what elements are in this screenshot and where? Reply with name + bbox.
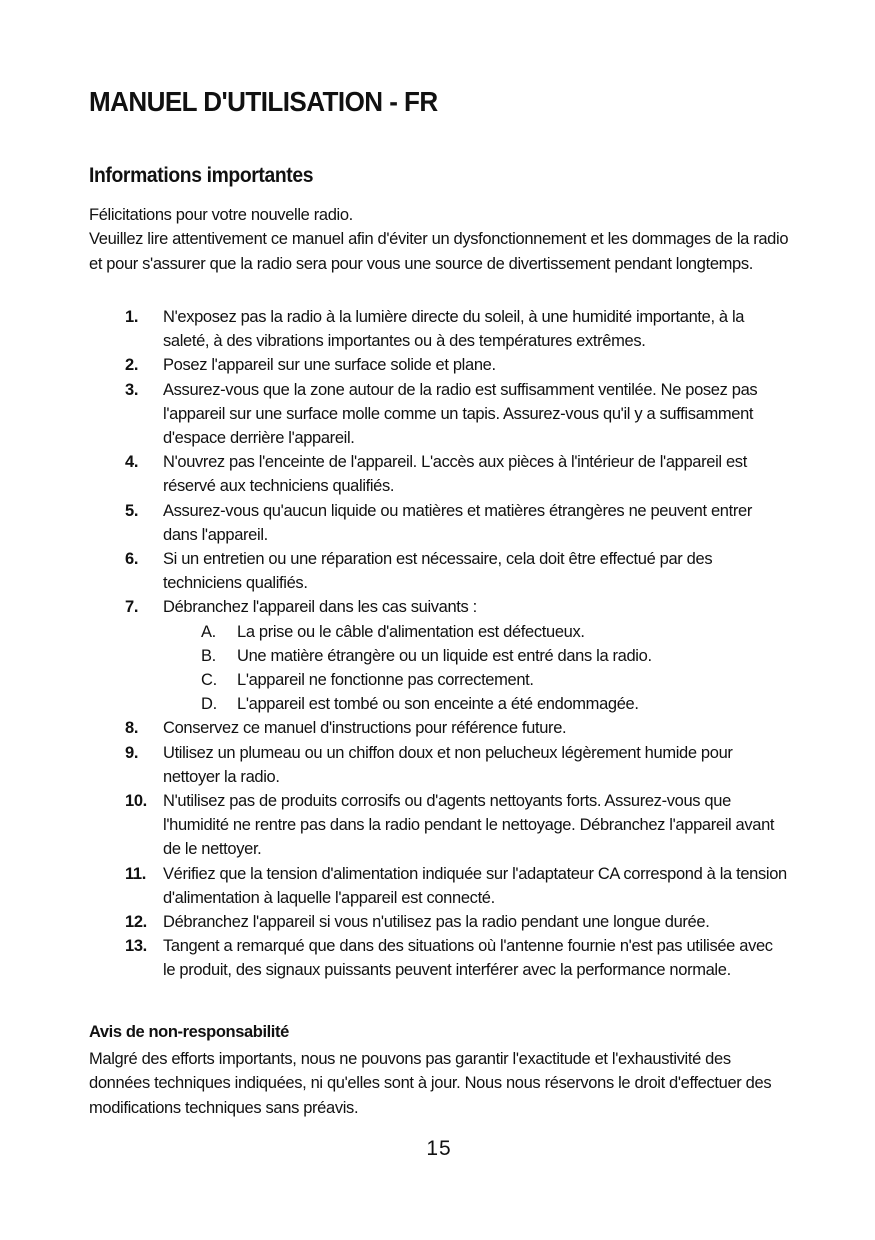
item-number: 11. bbox=[125, 864, 146, 883]
item-text: Posez l'appareil sur une surface solide et plane. bbox=[163, 356, 496, 375]
list-item bbox=[89, 741, 789, 789]
item-number: 13. bbox=[125, 937, 147, 956]
section-title: Informations importantes bbox=[89, 164, 314, 187]
list-item bbox=[89, 499, 789, 547]
list-item bbox=[89, 547, 789, 595]
item-number: 2. bbox=[125, 356, 139, 375]
sub-list-item bbox=[163, 620, 789, 644]
list-item bbox=[89, 595, 789, 716]
intro-line-2: Veuillez lire attentivement ce manuel afin d'éviter un dysfonctionnement et les dommages de la radio et pour s'assurer que la radio sera pour vous une source de divertissement pendant longtemps. bbox=[89, 230, 789, 273]
page-number: 15 bbox=[426, 1137, 452, 1160]
item-text: N'utilisez pas de produits corrosifs ou d'agents nettoyants forts. Assurez-vous que l'humidité ne rentre pas dans la radio pendant le nettoyage. Débranchez l'appareil avant de le nettoyer. bbox=[163, 792, 775, 859]
list-item bbox=[89, 450, 789, 498]
item-number: 12. bbox=[125, 913, 147, 932]
sub-list-item bbox=[163, 692, 789, 716]
intro-paragraph bbox=[89, 203, 789, 276]
sub-list bbox=[163, 620, 789, 717]
item-number: 4. bbox=[125, 453, 139, 472]
item-text: Si un entretien ou une réparation est nécessaire, cela doit être effectué par des techniciens qualifiés. bbox=[163, 550, 713, 593]
list-item bbox=[89, 305, 789, 353]
item-text: Vérifiez que la tension d'alimentation indiquée sur l'adaptateur CA correspond à la tension d'alimentation à laquelle l'appareil est connecté. bbox=[163, 864, 787, 907]
disclaimer-title: Avis de non-responsabilité bbox=[89, 1023, 289, 1041]
item-number: 10. bbox=[125, 792, 147, 811]
item-number: 3. bbox=[125, 380, 139, 399]
list-item bbox=[89, 934, 789, 982]
item-number: 7. bbox=[125, 598, 139, 617]
sub-item-letter: C. bbox=[201, 671, 217, 690]
item-text: Conservez ce manuel d'instructions pour référence future. bbox=[163, 719, 567, 738]
item-number: 5. bbox=[125, 501, 139, 520]
intro-line-1: Félicitations pour votre nouvelle radio. bbox=[89, 206, 353, 224]
list-item bbox=[89, 716, 789, 740]
sub-item-text: L'appareil ne fonctionne pas correctement. bbox=[237, 671, 534, 690]
sub-list-item bbox=[163, 644, 789, 668]
item-number: 8. bbox=[125, 719, 139, 738]
list-item bbox=[89, 862, 789, 910]
list-item bbox=[89, 353, 789, 377]
item-number: 6. bbox=[125, 550, 139, 569]
item-text: Débranchez l'appareil dans les cas suivants : bbox=[163, 598, 477, 617]
item-text: N'exposez pas la radio à la lumière directe du soleil, à une humidité importante, à la saleté, à des vibrations importantes ou à des températures extrêmes. bbox=[163, 308, 745, 351]
item-text: Assurez-vous que la zone autour de la radio est suffisamment ventilée. Ne posez pas l'appareil sur une surface molle comme un tapis. Assurez-vous qu'il y a suffisamment d'espace derrière l'appareil. bbox=[163, 380, 758, 448]
item-text: N'ouvrez pas l'enceinte de l'appareil. L'accès aux pièces à l'intérieur de l'appareil est réservé aux techniciens qualifiés. bbox=[163, 453, 747, 496]
sub-item-text: La prise ou le câble d'alimentation est défectueux. bbox=[237, 622, 585, 641]
item-text: Assurez-vous qu'aucun liquide ou matières et matières étrangères ne peuvent entrer dans l'appareil. bbox=[163, 501, 752, 544]
item-text: Débranchez l'appareil si vous n'utilisez pas la radio pendant une longue durée. bbox=[163, 913, 710, 932]
disclaimer-text: Malgré des efforts importants, nous ne pouvons pas garantir l'exactitude et l'exhaustivité des données techniques indiquées, ni qu'elles sont à jour. Nous nous réservons le droit d'effectuer des modifications techniques sans préavis. bbox=[89, 1050, 772, 1117]
sub-list-item bbox=[163, 668, 789, 692]
safety-instructions-list bbox=[89, 305, 789, 983]
item-text: Tangent a remarqué que dans des situations où l'antenne fournie n'est pas utilisée avec le produit, des signaux puissants peuvent interférer avec la performance normale. bbox=[163, 937, 773, 980]
sub-item-letter: D. bbox=[201, 695, 217, 714]
document-title: MANUEL D'UTILISATION - FR bbox=[89, 86, 438, 117]
item-text: Utilisez un plumeau ou un chiffon doux et non pelucheux légèrement humide pour nettoyer la radio. bbox=[163, 743, 733, 786]
list-item bbox=[89, 910, 789, 934]
list-item bbox=[89, 789, 789, 862]
item-number: 1. bbox=[125, 308, 139, 326]
sub-item-letter: B. bbox=[201, 646, 216, 665]
sub-item-text: Une matière étrangère ou un liquide est entré dans la radio. bbox=[237, 646, 652, 665]
list-item bbox=[89, 378, 789, 451]
item-number: 9. bbox=[125, 743, 139, 762]
sub-item-text: L'appareil est tombé ou son enceinte a été endommagée. bbox=[237, 695, 639, 714]
sub-item-letter: A. bbox=[201, 622, 216, 641]
